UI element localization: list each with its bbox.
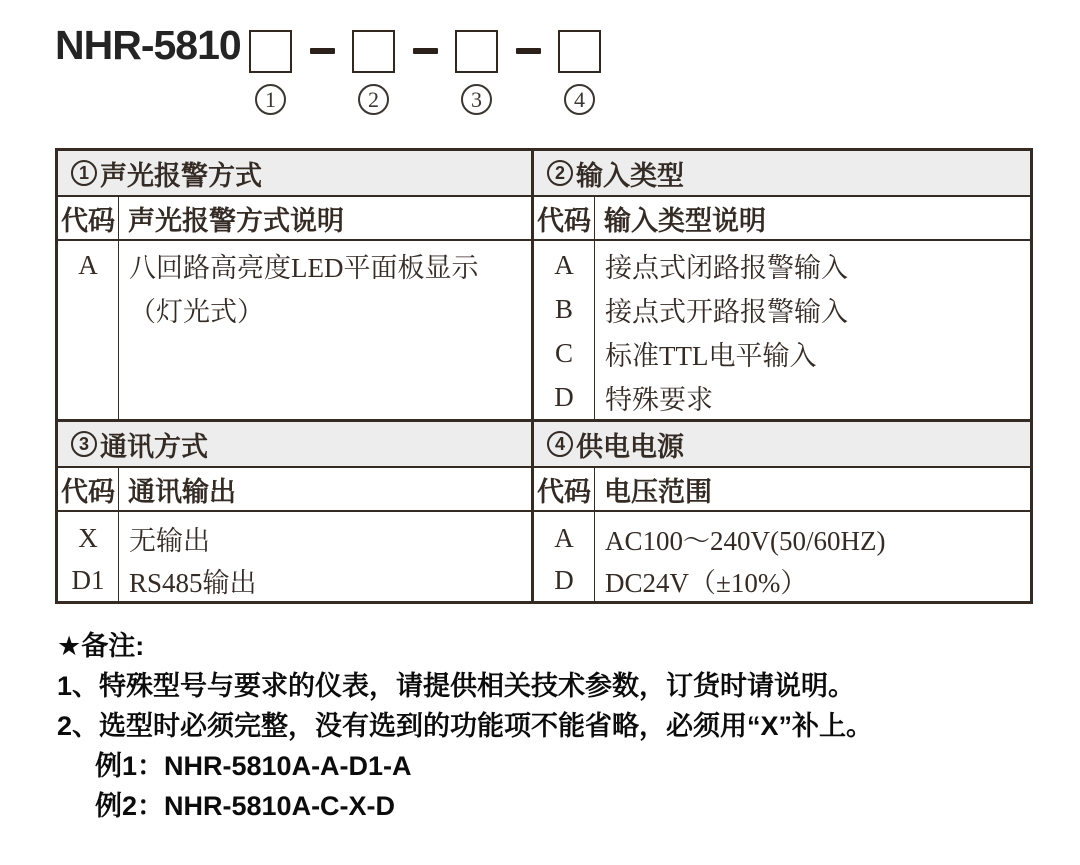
code-column (58, 512, 119, 601)
code-column (534, 241, 595, 419)
column-header-row (534, 197, 1030, 241)
desc-value: RS485输出 (129, 567, 257, 598)
code-column (58, 241, 119, 419)
section-header (534, 151, 1030, 197)
model-number: NHR-5810 (55, 22, 241, 68)
model-slot-3 (455, 30, 498, 73)
desc-column (595, 241, 1030, 419)
desc-value: 无输出 (129, 525, 210, 556)
desc-column (119, 512, 531, 601)
circled-number-4: 4 (564, 84, 595, 115)
example-2: 例2：NHR-5810A-C-X-D (95, 791, 396, 821)
desc-column-header: 通讯输出 (128, 476, 236, 507)
circled-number-icon: 1 (71, 160, 97, 186)
section-body (58, 512, 531, 601)
circle-cell (455, 84, 558, 115)
dash-icon (516, 48, 541, 54)
section-title: 输入类型 (576, 160, 684, 191)
code-value: A (554, 249, 574, 280)
model-slot-row (249, 29, 601, 73)
code-column (534, 512, 595, 601)
code-column-header: 代码 (58, 468, 119, 510)
section-power-supply (534, 422, 1030, 601)
code-column-header: 代码 (534, 468, 595, 510)
circle-cell (558, 84, 661, 115)
code-value (58, 287, 118, 331)
desc-column-header: 电压范围 (604, 476, 712, 507)
desc-value: （灯光式） (129, 296, 264, 327)
desc-value: 特殊要求 (605, 384, 713, 415)
circle-cell (352, 84, 455, 115)
code-value: A (78, 249, 98, 280)
section-header (58, 422, 531, 468)
selection-table (55, 148, 1033, 604)
desc-column-header: 输入类型说明 (604, 205, 766, 236)
desc-value: 标准TTL电平输入 (605, 340, 817, 371)
table-band-1 (58, 151, 1030, 419)
dash-icon (310, 48, 335, 54)
model-slot-4 (558, 30, 601, 73)
example-1: 例1：NHR-5810A-A-D1-A (95, 751, 412, 781)
desc-value: DC24V（±10%） (605, 567, 808, 598)
dash-separator (498, 29, 558, 73)
desc-column (595, 512, 1030, 601)
column-header-row (58, 468, 531, 512)
code-column-header: 代码 (534, 197, 595, 239)
desc-column-header: 声光报警方式说明 (128, 205, 344, 236)
code-column-header: 代码 (58, 197, 119, 239)
slot-number-row (249, 84, 661, 115)
code-value: D (554, 381, 574, 412)
section-alarm-mode (58, 151, 534, 419)
desc-value: AC100～240V(50/60HZ) (605, 525, 886, 556)
dash-icon (413, 48, 438, 54)
section-title: 通讯方式 (100, 431, 208, 462)
note-item-1: 1、特殊型号与要求的仪表，请提供相关技术参数，订货时请说明。 (57, 671, 856, 701)
section-communication (58, 422, 534, 601)
section-title: 供电电源 (576, 431, 684, 462)
circled-number-1: 1 (255, 84, 286, 115)
dash-separator (395, 29, 455, 73)
section-body (58, 241, 531, 419)
table-band-2 (58, 419, 1030, 601)
code-value: C (554, 337, 573, 368)
model-slot-2 (352, 30, 395, 73)
code-value: B (554, 293, 573, 324)
circled-number-3: 3 (461, 84, 492, 115)
model-slot-1 (249, 30, 292, 73)
note-item-2: 2、选型时必须完整，没有选到的功能项不能省略，必须用“X”补上。 (57, 711, 874, 741)
section-body (534, 241, 1030, 419)
code-value: X (78, 522, 98, 553)
column-header-row (58, 197, 531, 241)
desc-value: 接点式开路报警输入 (605, 296, 848, 327)
column-header-row (534, 468, 1030, 512)
circled-number-icon: 3 (71, 431, 97, 457)
circled-number-icon: 4 (547, 431, 573, 457)
code-value: A (554, 522, 574, 553)
section-input-type (534, 151, 1030, 419)
section-title: 声光报警方式 (100, 160, 262, 191)
circled-number-2: 2 (358, 84, 389, 115)
desc-value: 八回路高亮度LED平面板显示 (129, 252, 479, 283)
notes-title: ★备注: (57, 631, 145, 661)
section-body (534, 512, 1030, 601)
section-header (58, 151, 531, 197)
desc-value: 接点式闭路报警输入 (605, 252, 848, 283)
circled-number-icon: 2 (547, 160, 573, 186)
desc-column (119, 241, 531, 419)
notes-block (57, 626, 873, 826)
code-value: D1 (71, 564, 105, 595)
section-header (534, 422, 1030, 468)
dash-separator (292, 29, 352, 73)
code-value: D (554, 564, 574, 595)
circle-cell (249, 84, 352, 115)
